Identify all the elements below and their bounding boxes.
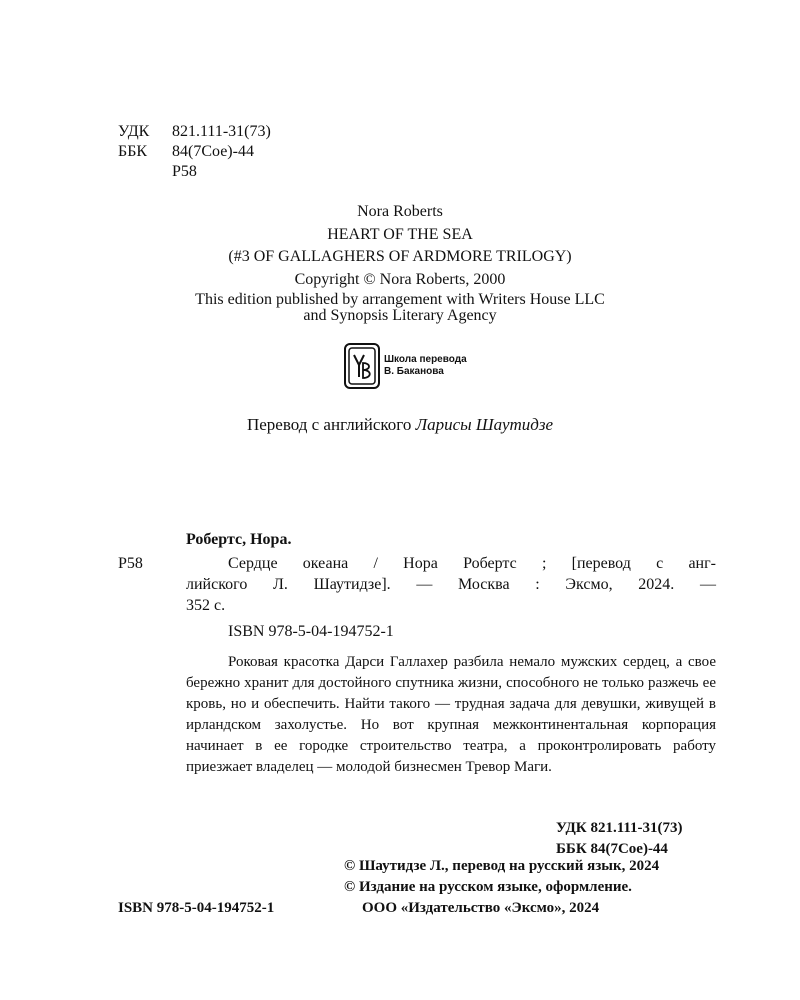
author-mark: Р58 [172, 163, 197, 180]
bbk-value: 84(7Сое)-44 [172, 143, 254, 160]
udk-row [118, 122, 271, 142]
logo-line-2: В. Баканова [384, 366, 444, 377]
translation-prefix: Перевод с английского [246, 415, 412, 434]
footer-copyright-2: © Издание на русском языке, оформление. [344, 879, 632, 895]
original-subtitle: (#3 OF GALLAGHERS OF ARDMORE TRILOGY) [228, 248, 572, 265]
udk-value: 821.111-31(73) [172, 123, 271, 140]
translation-school-logo [344, 343, 467, 389]
footer-copyright-block [344, 856, 659, 919]
logo-line-1: Школа перевода [384, 354, 467, 365]
translation-credit [0, 414, 800, 435]
translator-name: Ларисы Шаутидзе [415, 415, 554, 434]
annotation-text: Роковая красотка Дарси Галлахер разбила немало мужских сердец, а свое бережно хранит для достойного спутника жизни, способного не только разжечь ее кровь, но и обеспечить. Найти такого — трудная задача для девушки, живущей в ирландском захолустье. Но вот крупная межконтинентальная корпорация начинает в ее городке строительство театра, а проконтролировать работу приезжает владелец — молодой бизнесмен Тревор Маги. [186, 654, 716, 775]
catalog-description [186, 554, 716, 616]
catalog-line-3: 352 с. [186, 597, 226, 614]
classification-block [118, 122, 271, 182]
codes-block [556, 818, 683, 860]
bbk-row [118, 142, 271, 162]
logo-text [384, 354, 467, 378]
seal-logo-icon [344, 343, 380, 389]
udk-code: УДК 821.111-31(73) [556, 820, 683, 836]
original-author: Nora Roberts [357, 203, 443, 220]
catalog-line-1: Сердце океана / Нора Робертс ; [перевод с анг- [228, 555, 716, 572]
edition-line-2: and Synopsis Literary Agency [303, 307, 497, 324]
edition-line-1: This edition published by arrangement with Writers House LLC [195, 291, 605, 308]
original-copyright: Copyright © Nora Roberts, 2000 [294, 271, 506, 288]
catalog-isbn: ISBN 978-5-04-194752-1 [228, 623, 394, 640]
original-title: HEART OF THE SEA [327, 226, 473, 243]
catalog-heading: Робертс, Нора. [186, 531, 292, 548]
catalog-mark: Р58 [118, 555, 143, 572]
footer-copyright-3: ООО «Издательство «Эксмо», 2024 [362, 900, 600, 916]
catalog-line-2: лийского Л. Шаутидзе]. — Москва : Эксмо, 2024. — [186, 576, 716, 593]
footer-copyright-1: © Шаутидзе Л., перевод на русский язык, 2024 [344, 858, 660, 874]
bbk-key: ББК [118, 143, 148, 160]
udk-key: УДК [118, 123, 150, 140]
bbk-code: ББК 84(7Сое)-44 [556, 841, 668, 857]
author-mark-row [118, 162, 271, 182]
footer-isbn: ISBN 978-5-04-194752-1 [118, 900, 275, 916]
